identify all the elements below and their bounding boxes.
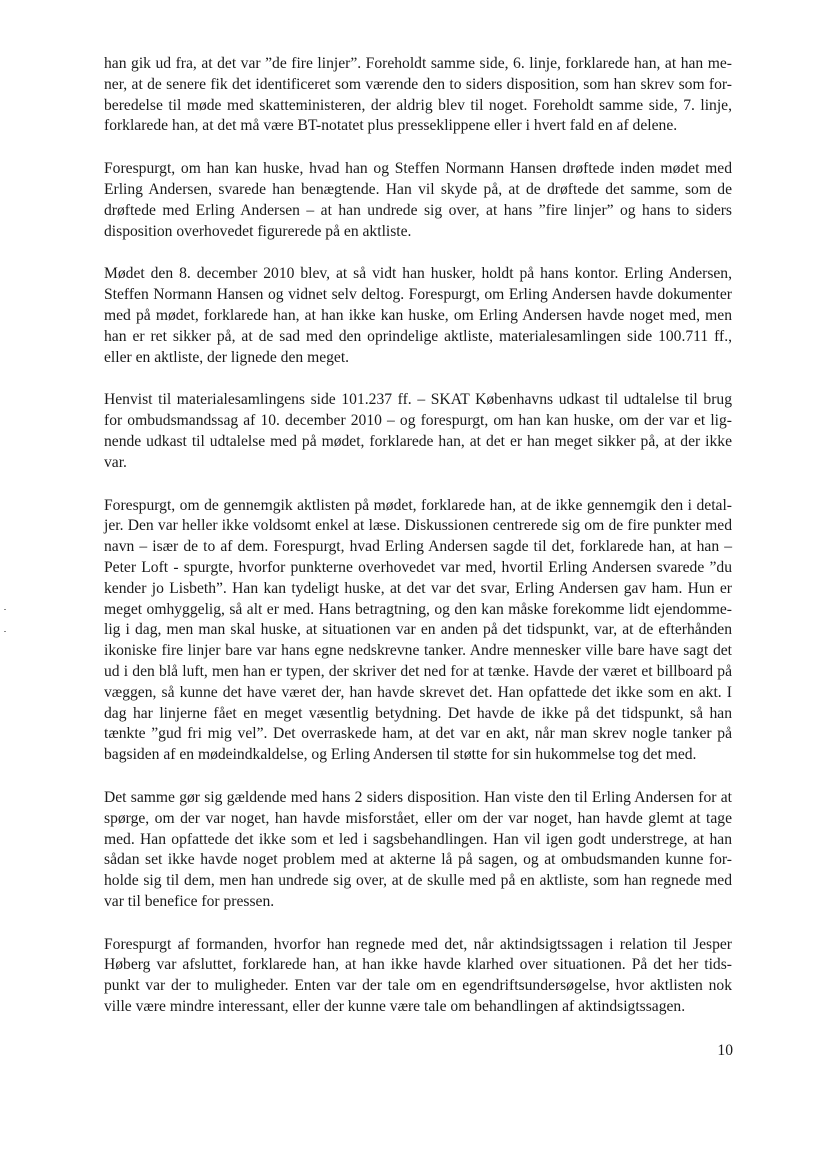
paragraph-4 — [104, 390, 732, 473]
text-line: han gik ud fra, at det var ”de fire linjer”. Foreholdt samme side, 6. linje, forklarede han, at han me- — [104, 55, 732, 72]
text-line: Forespurgt, om de gennemgik aktlisten på mødet, forklarede han, at de ikke gennemgik den i detal- — [104, 496, 732, 514]
page-number: 10 — [717, 1042, 733, 1059]
text-line: med på mødet, forklarede han, at han ikke kan huske, om Erling Andersen havde noget med, men — [104, 306, 732, 324]
text-line: Det samme gør sig gældende med hans 2 siders disposition. Han viste den til Erling Andersen for at — [104, 788, 732, 806]
document-page — [104, 54, 732, 1040]
text-line: han er ret sikker på, at de sad med den oprindelige aktliste, materialesamlingen side 100.711 ff., — [104, 327, 732, 345]
text-line: var til benefice for pressen. — [104, 892, 275, 910]
text-line: Peter Loft - spurgte, hvorfor punkterne overhovedet var med, hvortil Erling Andersen svarede ”du — [104, 558, 732, 576]
text-line: for ombudsmandssag af 10. december 2010 – og forespurgt, om han kan huske, om der var et lig- — [104, 412, 732, 430]
text-line: Forespurgt, om han kan huske, hvad han og Steffen Normann Hansen drøftede inden mødet med — [104, 160, 732, 178]
text-line: var. — [104, 453, 127, 471]
text-line: lig i dag, men man skal huske, at situationen var en anden på det tidspunkt, var, at de efterhånden — [104, 621, 732, 639]
text-line: drøftede med Erling Andersen – at han undrede sig over, at hans ”fire linjer” og hans to siders — [104, 201, 732, 219]
text-line: Høberg var afsluttet, forklarede han, at han ikke havde klarhed over situationen. På det her tids- — [104, 956, 732, 974]
text-line: nende udkast til udtalelse med på mødet, forklarede han, at det er han meget sikker på, at der ikke — [104, 432, 732, 450]
text-line: kender jo Lisbeth”. Han kan tydeligt huske, at det var det svar, Erling Andersen gav ham. Hun er — [104, 579, 732, 597]
margin-mark — [4, 631, 6, 632]
text-line: væggen, så kunne det have været der, han havde skrevet det. Han opfattede det ikke som en akt. I — [104, 683, 732, 701]
text-line: sådan set ikke havde noget problem med at akterne lå på sagen, og at ombudsmanden kunne for- — [104, 851, 732, 869]
paragraph-3 — [104, 264, 732, 368]
text-line: Steffen Normann Hansen og vidnet selv deltog. Forespurgt, om Erling Andersen havde dokumenter — [104, 286, 732, 304]
text-line: holde sig til dem, men han undrede sig over, at de skulle med på en aktliste, som han regnede med — [104, 872, 732, 890]
paragraph-2 — [104, 159, 732, 242]
text-line: beredelse til møde med skatteministeren, der aldrig blev til noget. Foreholdt samme side, 7. linje, — [104, 96, 732, 114]
text-line: ikoniske fire linjer bare var hans egne nedskrevne tanker. Andre mennesker ville bare have sagt det — [104, 642, 732, 660]
paragraph-1 — [104, 54, 732, 137]
text-line: med. Han opfattede det ikke som et led i sagsbehandlingen. Han vil igen godt understrege, at han — [104, 830, 732, 848]
text-line: Forespurgt af formanden, hvorfor han regnede med det, når aktindsigtssagen i relation til Jesper — [104, 935, 732, 953]
margin-mark — [4, 609, 6, 610]
text-line: meget omhyggelig, så alt er med. Hans betragtning, og den kan måske forekomme lidt ejendomme- — [104, 600, 732, 618]
text-line: ville være mindre interessant, eller der kunne være tale om behandlingen af aktindsigtssagen. — [104, 998, 686, 1016]
paragraph-5 — [104, 496, 732, 766]
text-line: disposition overhovedet figurerede på en aktliste. — [104, 222, 412, 240]
text-line: forklarede han, at det må være BT-notatet plus presseklippene eller i hvert fald en af delene. — [104, 117, 678, 135]
text-line: Henvist til materialesamlingens side 101.237 ff. – SKAT Københavns udkast til udtalelse til brug — [104, 391, 732, 409]
text-line: ner, at de senere fik det identificeret som værende den to siders disposition, som han skrev som for- — [104, 75, 732, 93]
text-line: spørge, om der var noget, han havde misforstået, eller om der var noget, han havde glemt at tage — [104, 809, 732, 827]
text-line: jer. Den var heller ikke voldsomt enkel at læse. Diskussionen centrerede sig om de fire punkter med — [104, 517, 732, 535]
text-line: dag har linjerne fået en meget væsentlig betydning. Det havde de ikke på det tidspunkt, så han — [104, 704, 732, 722]
text-line: navn – især de to af dem. Forespurgt, hvad Erling Andersen sagde til det, forklarede han, at han – — [104, 538, 732, 556]
text-line: bagsiden af en mødeindkaldelse, og Erling Andersen til støtte for sin hukommelse tog det med. — [104, 746, 697, 764]
text-line: eller en aktliste, der lignede den meget. — [104, 348, 350, 366]
text-line: tænkte ”gud fri mig vel”. Det overraskede ham, at det var en akt, når man skrev nogle tanker på — [104, 725, 732, 743]
text-line: ud i den blå luft, men han er typen, der skriver det ned for at tænke. Havde der været et billboard på — [104, 662, 732, 680]
paragraph-6 — [104, 788, 732, 913]
text-line: Erling Andersen, svarede han benægtende. Han vil skyde på, at de drøftede det samme, som de — [104, 180, 732, 198]
text-line: punkt var der to muligheder. Enten var der tale om en egendriftsundersøgelse, hvor aktlisten nok — [104, 977, 732, 995]
text-line: Mødet den 8. december 2010 blev, at så vidt han husker, holdt på hans kontor. Erling Andersen, — [104, 265, 732, 283]
paragraph-7 — [104, 935, 732, 1018]
